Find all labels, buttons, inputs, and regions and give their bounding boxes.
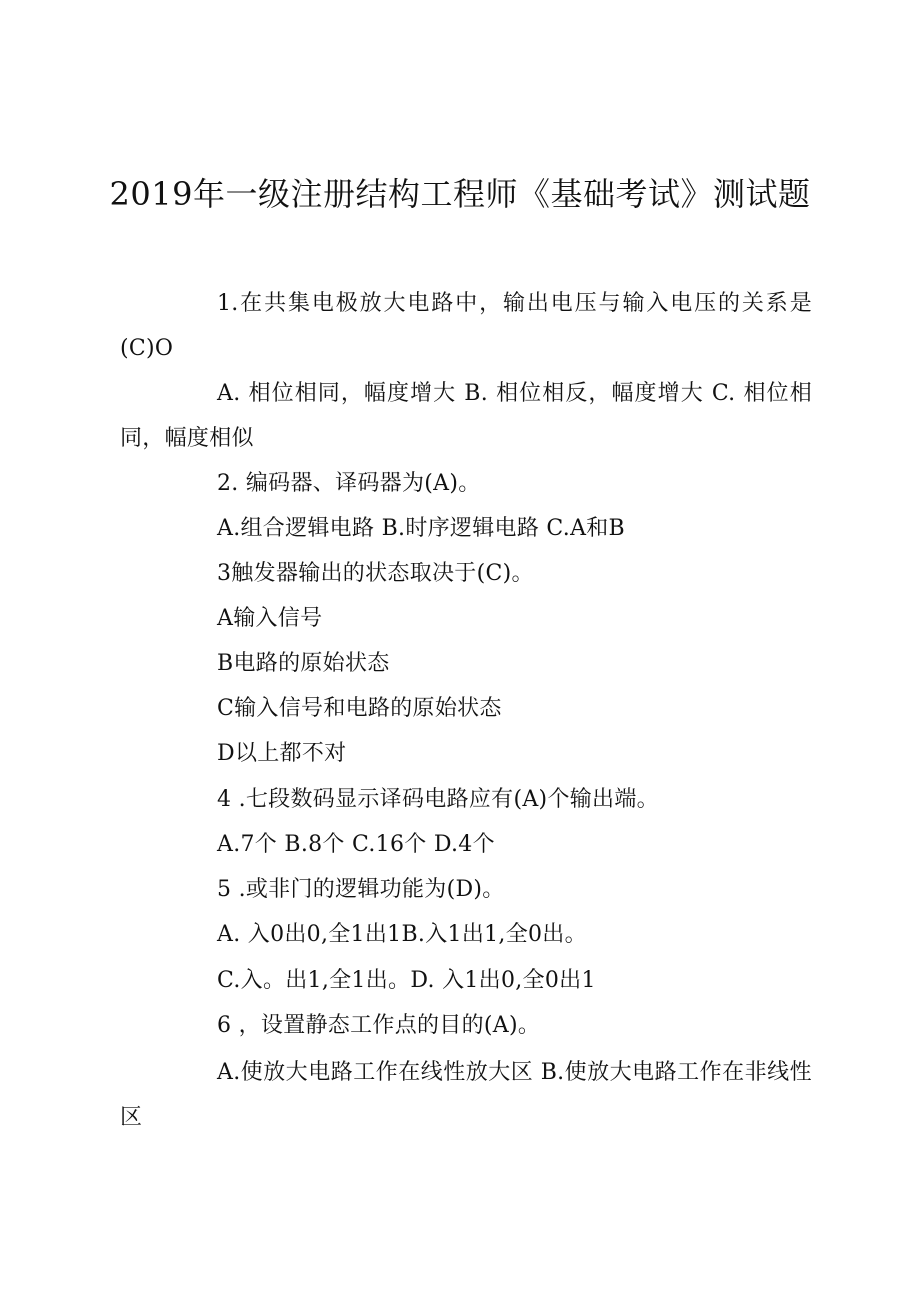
- document-title: 2019年一级注册结构工程师《基础考试》测试题: [109, 175, 811, 213]
- question-5-options-ab: A. 入0出0,全1出1B.入1出1,全0出。: [217, 922, 587, 947]
- question-6-options: A.使放大电路工作在线性放大区 B.使放大电路工作在非线性区: [120, 1060, 812, 1130]
- question-5-text: 5 .或非门的逻辑功能为(D)。: [217, 877, 505, 902]
- question-3-option-a: A输入信号: [217, 606, 323, 631]
- question-3-option-b: B电路的原始状态: [217, 651, 390, 676]
- question-1-text: 1.在共集电极放大电路中，输出电压与输入电压的关系是(C)O: [120, 291, 812, 361]
- question-4-options: A.7个 B.8个 C.16个 D.4个: [217, 832, 495, 857]
- question-1-options: A. 相位相同，幅度增大 B. 相位相反，幅度增大 C. 相位相同，幅度相似: [120, 381, 812, 451]
- question-2-options: A.组合逻辑电路 B.时序逻辑电路 C.A和B: [217, 516, 626, 541]
- question-4-text: 4 .七段数码显示译码电路应有(A)个输出端。: [217, 787, 659, 812]
- question-2-text: 2. 编码器、译码器为(A)。: [217, 471, 481, 496]
- question-3-option-c: C输入信号和电路的原始状态: [217, 696, 502, 721]
- question-6-text: 6 ，设置静态工作点的目的(A)。: [217, 1013, 541, 1038]
- question-3-text: 3触发器输出的状态取决于(C)。: [217, 561, 534, 586]
- question-3-option-d: D以上都不对: [217, 741, 347, 766]
- question-5-options-cd: C.入。出1,全1出。D. 入1出0,全0出1: [217, 968, 596, 993]
